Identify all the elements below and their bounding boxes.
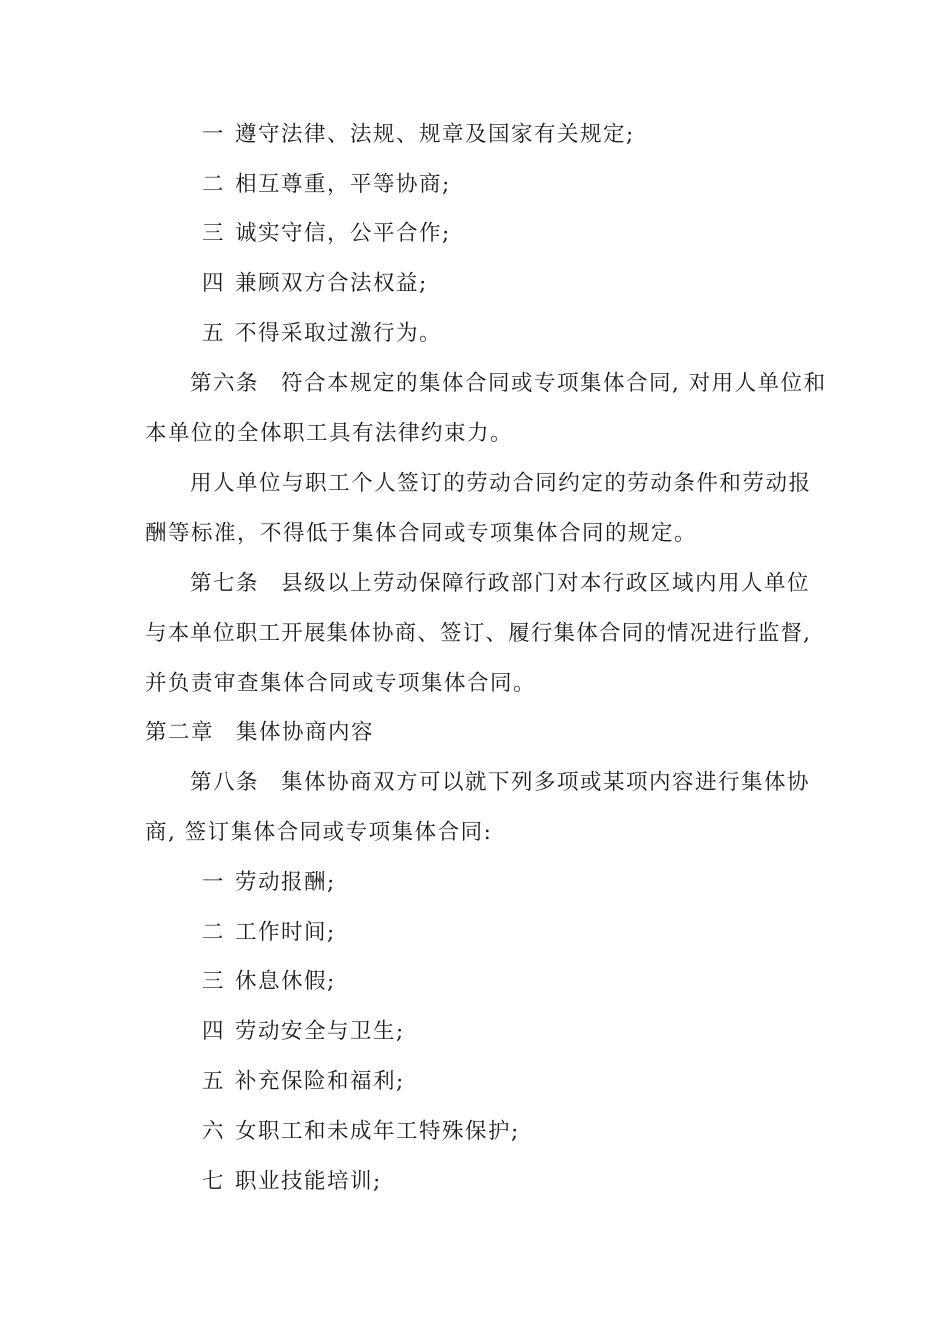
article-6-line-2: 本单位的全体职工具有法律约束力。: [145, 421, 514, 446]
article-text: 集体协商双方可以就下列多项或某项内容进行集体协: [281, 770, 811, 795]
article-text: 符合本规定的集体合同或专项集体合同, 对用人单位和: [281, 371, 827, 396]
list-item: [202, 219, 867, 249]
list-item: [202, 170, 867, 200]
list-item: [202, 269, 867, 299]
chapter-number: 第二章: [145, 720, 215, 745]
list-text: 休息休假;: [235, 969, 336, 994]
list-number: 二: [202, 172, 226, 197]
list-text: 相互尊重，平等协商;: [235, 172, 451, 197]
chapter-heading: [145, 718, 810, 748]
list-item: [202, 120, 867, 150]
list-number: 一: [202, 122, 226, 147]
list-item: [202, 868, 867, 898]
article-heading: 第七条: [190, 571, 260, 596]
list-text: 劳动安全与卫生;: [235, 1019, 405, 1044]
article-7-line-1: [190, 569, 810, 599]
list-text: 遵守法律、法规、规章及国家有关规定;: [235, 122, 635, 147]
list-text: 劳动报酬;: [235, 870, 336, 895]
list-number: 三: [202, 221, 226, 246]
list-item: [202, 967, 867, 997]
chapter-title: 集体协商内容: [236, 720, 375, 745]
list-number: 五: [202, 321, 226, 346]
article-heading: 第八条: [190, 770, 260, 795]
list-number: 六: [202, 1119, 226, 1144]
list-text: 不得采取过激行为。: [235, 321, 443, 346]
list-text: 职业技能培训;: [235, 1169, 382, 1194]
list-item: [202, 1117, 867, 1147]
article-7-line-2: 与本单位职工开展集体协商、签订、履行集体合同的情况进行监督,: [145, 621, 810, 646]
list-number: 四: [202, 1019, 226, 1044]
list-number: 二: [202, 920, 226, 945]
article-6-line-1: [190, 369, 827, 399]
list-text: 女职工和未成年工特殊保护;: [235, 1119, 520, 1144]
list-number: 四: [202, 271, 226, 296]
list-text: 兼顾双方合法权益;: [235, 271, 428, 296]
article-heading: 第六条: [190, 371, 260, 396]
list-number: 五: [202, 1069, 226, 1094]
article-8-line-2: 商, 签订集体合同或专项集体合同:: [145, 820, 493, 845]
list-item: [202, 1017, 867, 1047]
list-text: 工作时间;: [235, 920, 336, 945]
article-8-line-1: [190, 768, 810, 798]
list-number: 一: [202, 870, 226, 895]
list-item: [202, 1067, 867, 1097]
list-number: 七: [202, 1169, 226, 1194]
article-text: 县级以上劳动保障行政部门对本行政区域内用人单位: [281, 571, 811, 596]
article-7-line-3: 并负责审查集体合同或专项集体合同。: [145, 671, 537, 696]
list-text: 补充保险和福利;: [235, 1069, 405, 1094]
list-item: [202, 319, 867, 349]
list-text: 诚实守信，公平合作;: [235, 221, 451, 246]
article-6-para-2-line-2: 酬等标准，不得低于集体合同或专项集体合同的规定。: [145, 521, 698, 546]
list-item: [202, 918, 867, 948]
article-6-para-2-line-1: 用人单位与职工个人签订的劳动合同约定的劳动条件和劳动报: [190, 471, 810, 496]
list-number: 三: [202, 969, 226, 994]
list-item: [202, 1167, 867, 1197]
